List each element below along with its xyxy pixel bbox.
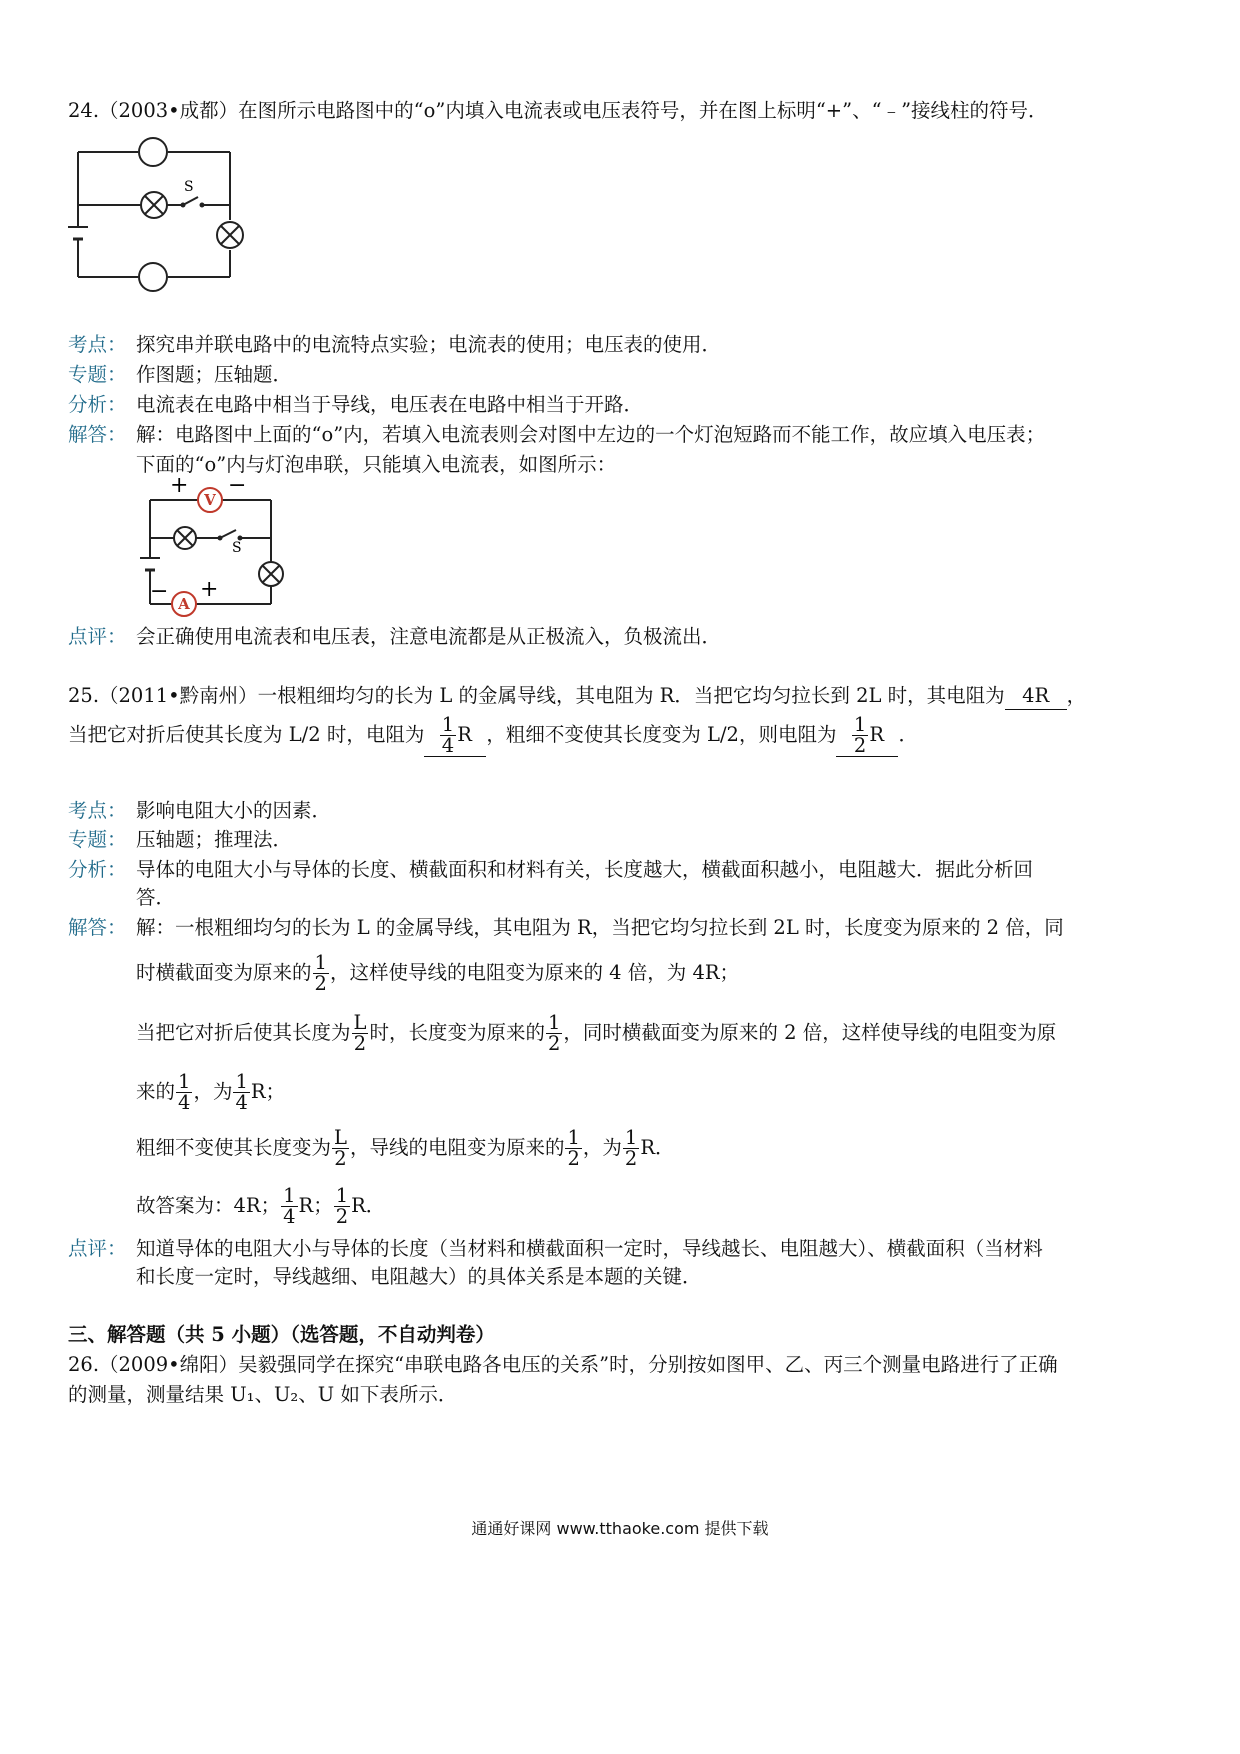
q25-jieda-4: 来的 $\frac{1}{4}$ ，为 $\frac{1}{4}$ R； xyxy=(136,1070,286,1114)
q25-jieda-2: 时横截面变为原来的 $\frac{1}{2}$ ，这样使导线的电阻变为原来的 4 倍，为 4R； xyxy=(136,951,740,995)
page-footer: 通通好课网 www.tthaoke.com 提供下载 xyxy=(471,1519,769,1538)
q25-dianping-label: 点评： xyxy=(68,1237,127,1260)
q24-jieda-1: 解：电路图中上面的“o”内，若填入电流表则会对图中左边的一个灯泡短路而不能工作，故应填入电压表； xyxy=(136,423,1046,446)
q25-stem-line2: 当把它对折后使其长度为 L/2 时，电阻为 $\frac{1}{4}$ R ，粗细不变使其长度变为 L/2，则电阻为 $\frac{1}{2}$ R ． xyxy=(68,713,918,757)
q24-circuit-original xyxy=(66,135,256,295)
q25-jieda-3: 当把它对折后使其长度为 $\frac{L}{2}$ 时，长度变为原来的 $\frac{1}{2}$ ，同时横截面变为原来的 2 倍，这样使导线的电阻变为原 xyxy=(136,1011,1057,1055)
q25-dianping-1: 知道导体的电阻大小与导体的长度（当材料和横截面积一定时，导线越长、电阻越大）、横截面积（当材料 xyxy=(136,1237,1043,1260)
q24-switch-label-original: S xyxy=(184,179,194,195)
q24-circuit-solution xyxy=(136,474,296,624)
q24-zhuanti-label: 专题： xyxy=(68,363,127,386)
q25-jieda-label: 解答： xyxy=(68,916,127,939)
q25-kaodian: 影响电阻大小的因素． xyxy=(136,799,332,822)
q25-jieda-1: 解：一根粗细均匀的长为 L 的金属导线，其电阻为 R，当把它均匀拉长到 2L 时，长度变为原来的 2 倍，同 xyxy=(136,916,1064,939)
ammeter-minus: − xyxy=(150,579,169,604)
q25-jieda-5: 粗细不变使其长度变为 $\frac{L}{2}$ ，导线的电阻变为原来的 $\frac{1}{2}$ ，为 $\frac{1}{2}$ R． xyxy=(136,1126,675,1170)
switch-label: S xyxy=(232,540,242,556)
voltmeter-label: V xyxy=(204,491,216,509)
q25-blank-3: $\frac{1}{2}$ R xyxy=(836,715,898,757)
q25-fenxi-1: 导体的电阻大小与导体的长度、横截面积和材料有关，长度越大，横截面积越小，电阻越大．据此分析回 xyxy=(136,858,1034,881)
q24-jieda-2: 下面的“o”内与灯泡串联，只能填入电流表，如图所示： xyxy=(136,453,617,476)
voltmeter-minus: − xyxy=(228,474,247,498)
q25-fenxi-2: 答． xyxy=(136,886,176,909)
q26-line-1: 26.（2009•绵阳）吴毅强同学在探究“串联电路各电压的关系”时，分别按如图甲、乙、丙三个测量电路进行了正确 xyxy=(68,1353,1058,1376)
q25-dianping-2: 和长度一定时，导线越细、电阻越大）的具体关系是本题的关键． xyxy=(136,1265,702,1288)
q25-blank-1: 4R xyxy=(1005,683,1067,710)
section-title: 三、解答题（共 5 小题）（选答题，不自动判卷） xyxy=(68,1323,495,1346)
q24-kaodian: 探究串并联电路中的电流特点实验；电流表的使用；电压表的使用． xyxy=(136,333,722,356)
voltmeter-plus: + xyxy=(170,474,189,498)
q24-fenxi-label: 分析： xyxy=(68,393,127,416)
ammeter-plus: + xyxy=(200,577,219,602)
q24-kaodian-label: 考点： xyxy=(68,333,127,356)
q24-dianping-label: 点评： xyxy=(68,625,127,648)
q25-kaodian-label: 考点： xyxy=(68,799,127,822)
q26-line-2: 的测量，测量结果 U₁、U₂、U 如下表所示． xyxy=(68,1383,458,1406)
q25-jieda-6: 故答案为：4R； $\frac{1}{4}$ R； $\frac{1}{2}$ R． xyxy=(136,1184,386,1228)
q24-zhuanti: 作图题；压轴题． xyxy=(136,363,293,386)
q25-fenxi-label: 分析： xyxy=(68,858,127,881)
q25-zhuanti-label: 专题： xyxy=(68,828,127,851)
q24-dianping: 会正确使用电流表和电压表，注意电流都是从正极流入，负极流出． xyxy=(136,625,722,648)
q25-zhuanti: 压轴题；推理法． xyxy=(136,828,293,851)
ammeter-label: A xyxy=(178,595,190,613)
q24-stem: 24.（2003•成都）在图所示电路图中的“o”内填入电流表或电压表符号，并在图上标明“+”、“﹣”接线柱的符号． xyxy=(68,99,1048,122)
q25-stem-line1: 25.（2011•黔南州）一根粗细均匀的长为 L 的金属导线，其电阻为 R．当把它均匀拉长到 2L 时，其电阻为 4R ， xyxy=(68,683,1086,710)
q24-fenxi: 电流表在电路中相当于导线，电压表在电路中相当于开路． xyxy=(136,393,644,416)
q25-blank-2: $\frac{1}{4}$ R xyxy=(424,715,486,757)
q24-jieda-label: 解答： xyxy=(68,423,127,446)
